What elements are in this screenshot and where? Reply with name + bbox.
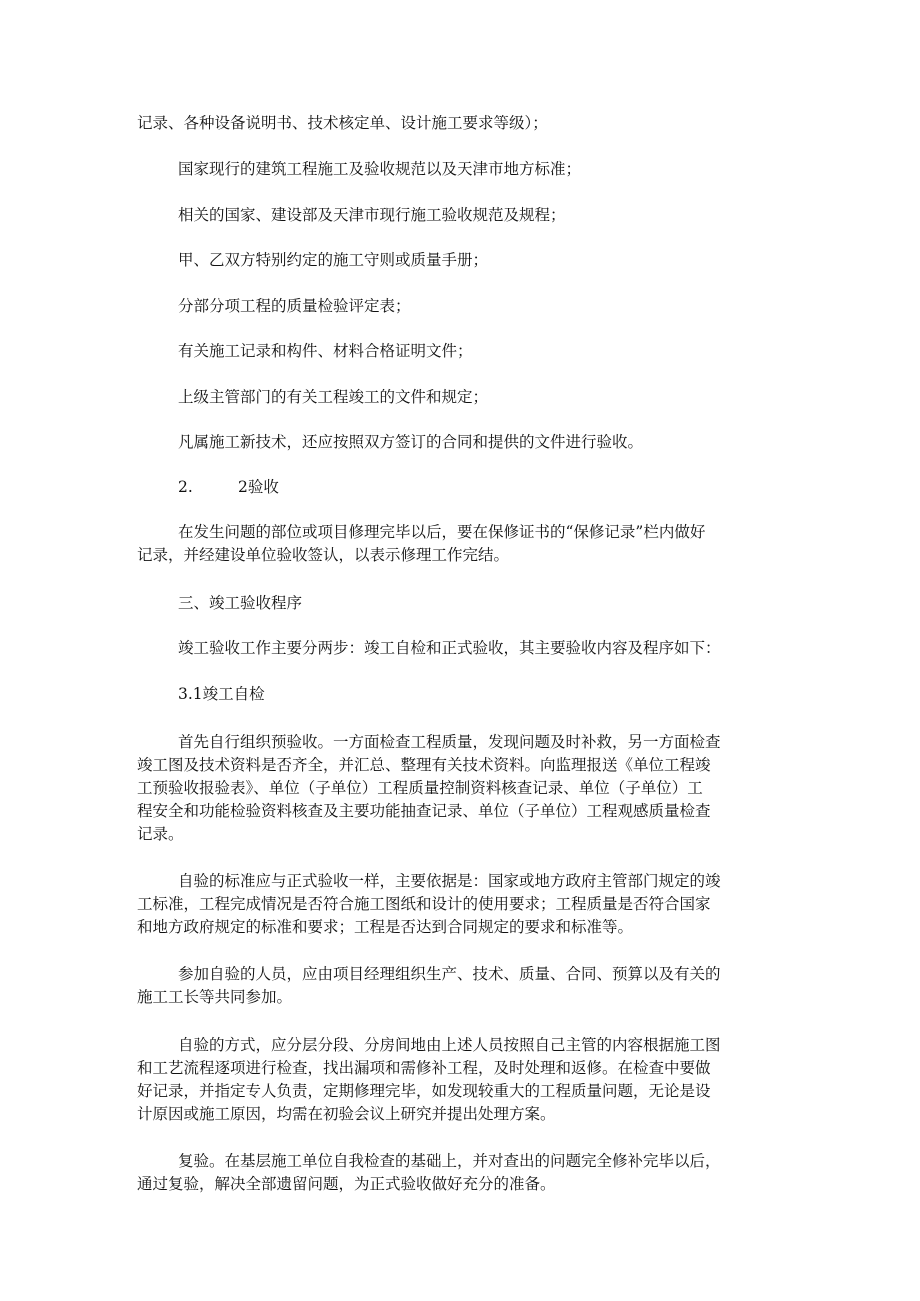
section-heading-2-2 [178,476,279,499]
paragraph-quality-forms [178,295,778,318]
paragraph-records-continuation [137,112,777,135]
section-heading-3 [178,592,778,615]
text-line: 首先自行组织预验收。一方面检查工程质量，发现问题及时补救，另一方面检查 [178,733,721,751]
paragraph-national-standards [178,158,778,181]
text-line: 记录。 [137,825,184,843]
text-line: 自验的标准应与正式验收一样，主要依据是：国家或地方政府主管部门规定的竣 [178,872,721,890]
paragraph-new-technology [178,431,778,454]
text-line: 施工工长等共同参加。 [137,988,293,1006]
text-line: 参加自验的人员，应由项目经理组织生产、技术、质量、合同、预算以及有关的 [178,965,721,983]
paragraph-self-check-standard [137,870,777,939]
text-line: 有关施工记录和构件、材料合格证明文件； [178,342,473,360]
text-line: 通过复验，解决全部遗留问题，为正式验收做好充分的准备。 [137,1175,556,1193]
text-line: 上级主管部门的有关工程竣工的文件和规定； [178,388,489,406]
text-line: 竣工图及技术资料是否齐全，并汇总、整理有关技术资料。向监理报送《单位工程竣 [137,756,711,774]
text-line: 好记录，并指定专人负责，定期修理完毕，如发现较重大的工程质量问题，无论是设 [137,1082,711,1100]
paragraph-pre-acceptance [137,731,777,846]
text-line: 分部分项工程的质量检验评定表； [178,297,411,315]
text-line: 记录、各种设备说明书、技术核定单、设计施工要求等级）； [137,114,548,132]
text-line: 工预验收报验表》、单位（子单位）工程质量控制资料核查记录、单位（子单位）工 [137,779,703,797]
text-line: 相关的国家、建设部及天津市现行施工验收规范及规程； [178,206,566,224]
text-line: 和工艺流程逐项进行检查，找出漏项和需修补工程，及时处理和返修。在检查中要做 [137,1059,711,1077]
text-line: 竣工验收工作主要分两步：竣工自检和正式验收，其主要验收内容及程序如下： [178,639,721,657]
text-line: 工标准，工程完成情况是否符合施工图纸和设计的使用要求；工程质量是否符合国家 [137,895,711,913]
text-line: 计原因或施工原因，均需在初验会议上研究并提出处理方案。 [137,1105,556,1123]
paragraph-recheck [137,1150,777,1196]
paragraph-construction-records [178,340,778,363]
paragraph-related-codes [178,204,778,227]
text-line: 自验的方式，应分层分段、分房间地由上述人员按照自己主管的内容根据施工图 [178,1036,721,1054]
section-title: 2验收 [238,478,279,496]
paragraph-self-check-personnel [137,963,777,1009]
heading-text: 3.1竣工自检 [178,685,265,703]
text-line: 国家现行的建筑工程施工及验收规范以及天津市地方标准； [178,160,582,178]
paragraph-special-agreement [178,249,778,272]
text-line: 和地方政府规定的标准和要求；工程是否达到合同规定的要求和标准等。 [137,918,634,936]
section-number: 2. [178,478,193,496]
paragraph-authority-docs [178,386,778,409]
heading-text: 三、竣工验收程序 [178,594,303,612]
text-line: 程安全和功能检验资料核查及主要功能抽查记录、单位（子单位）工程观感质量检查 [137,802,711,820]
text-line: 在发生问题的部位或项目修理完毕以后，要在保修证书的“保修记录”栏内做好 [178,523,706,541]
text-line: 记录，并经建设单位验收签认，以表示修理工作完结。 [137,546,510,564]
paragraph-two-steps [178,637,778,660]
text-line: 甲、乙双方特别约定的施工守则或质量手册； [178,251,489,269]
paragraph-self-check-method [137,1034,777,1126]
text-line: 复验。在基层施工单位自我检查的基础上，并对查出的问题完全修补完毕以后， [178,1152,721,1170]
paragraph-repair-acceptance [137,521,777,567]
text-line: 凡属施工新技术，还应按照双方签订的合同和提供的文件进行验收。 [178,433,644,451]
section-heading-3-1 [178,683,778,706]
